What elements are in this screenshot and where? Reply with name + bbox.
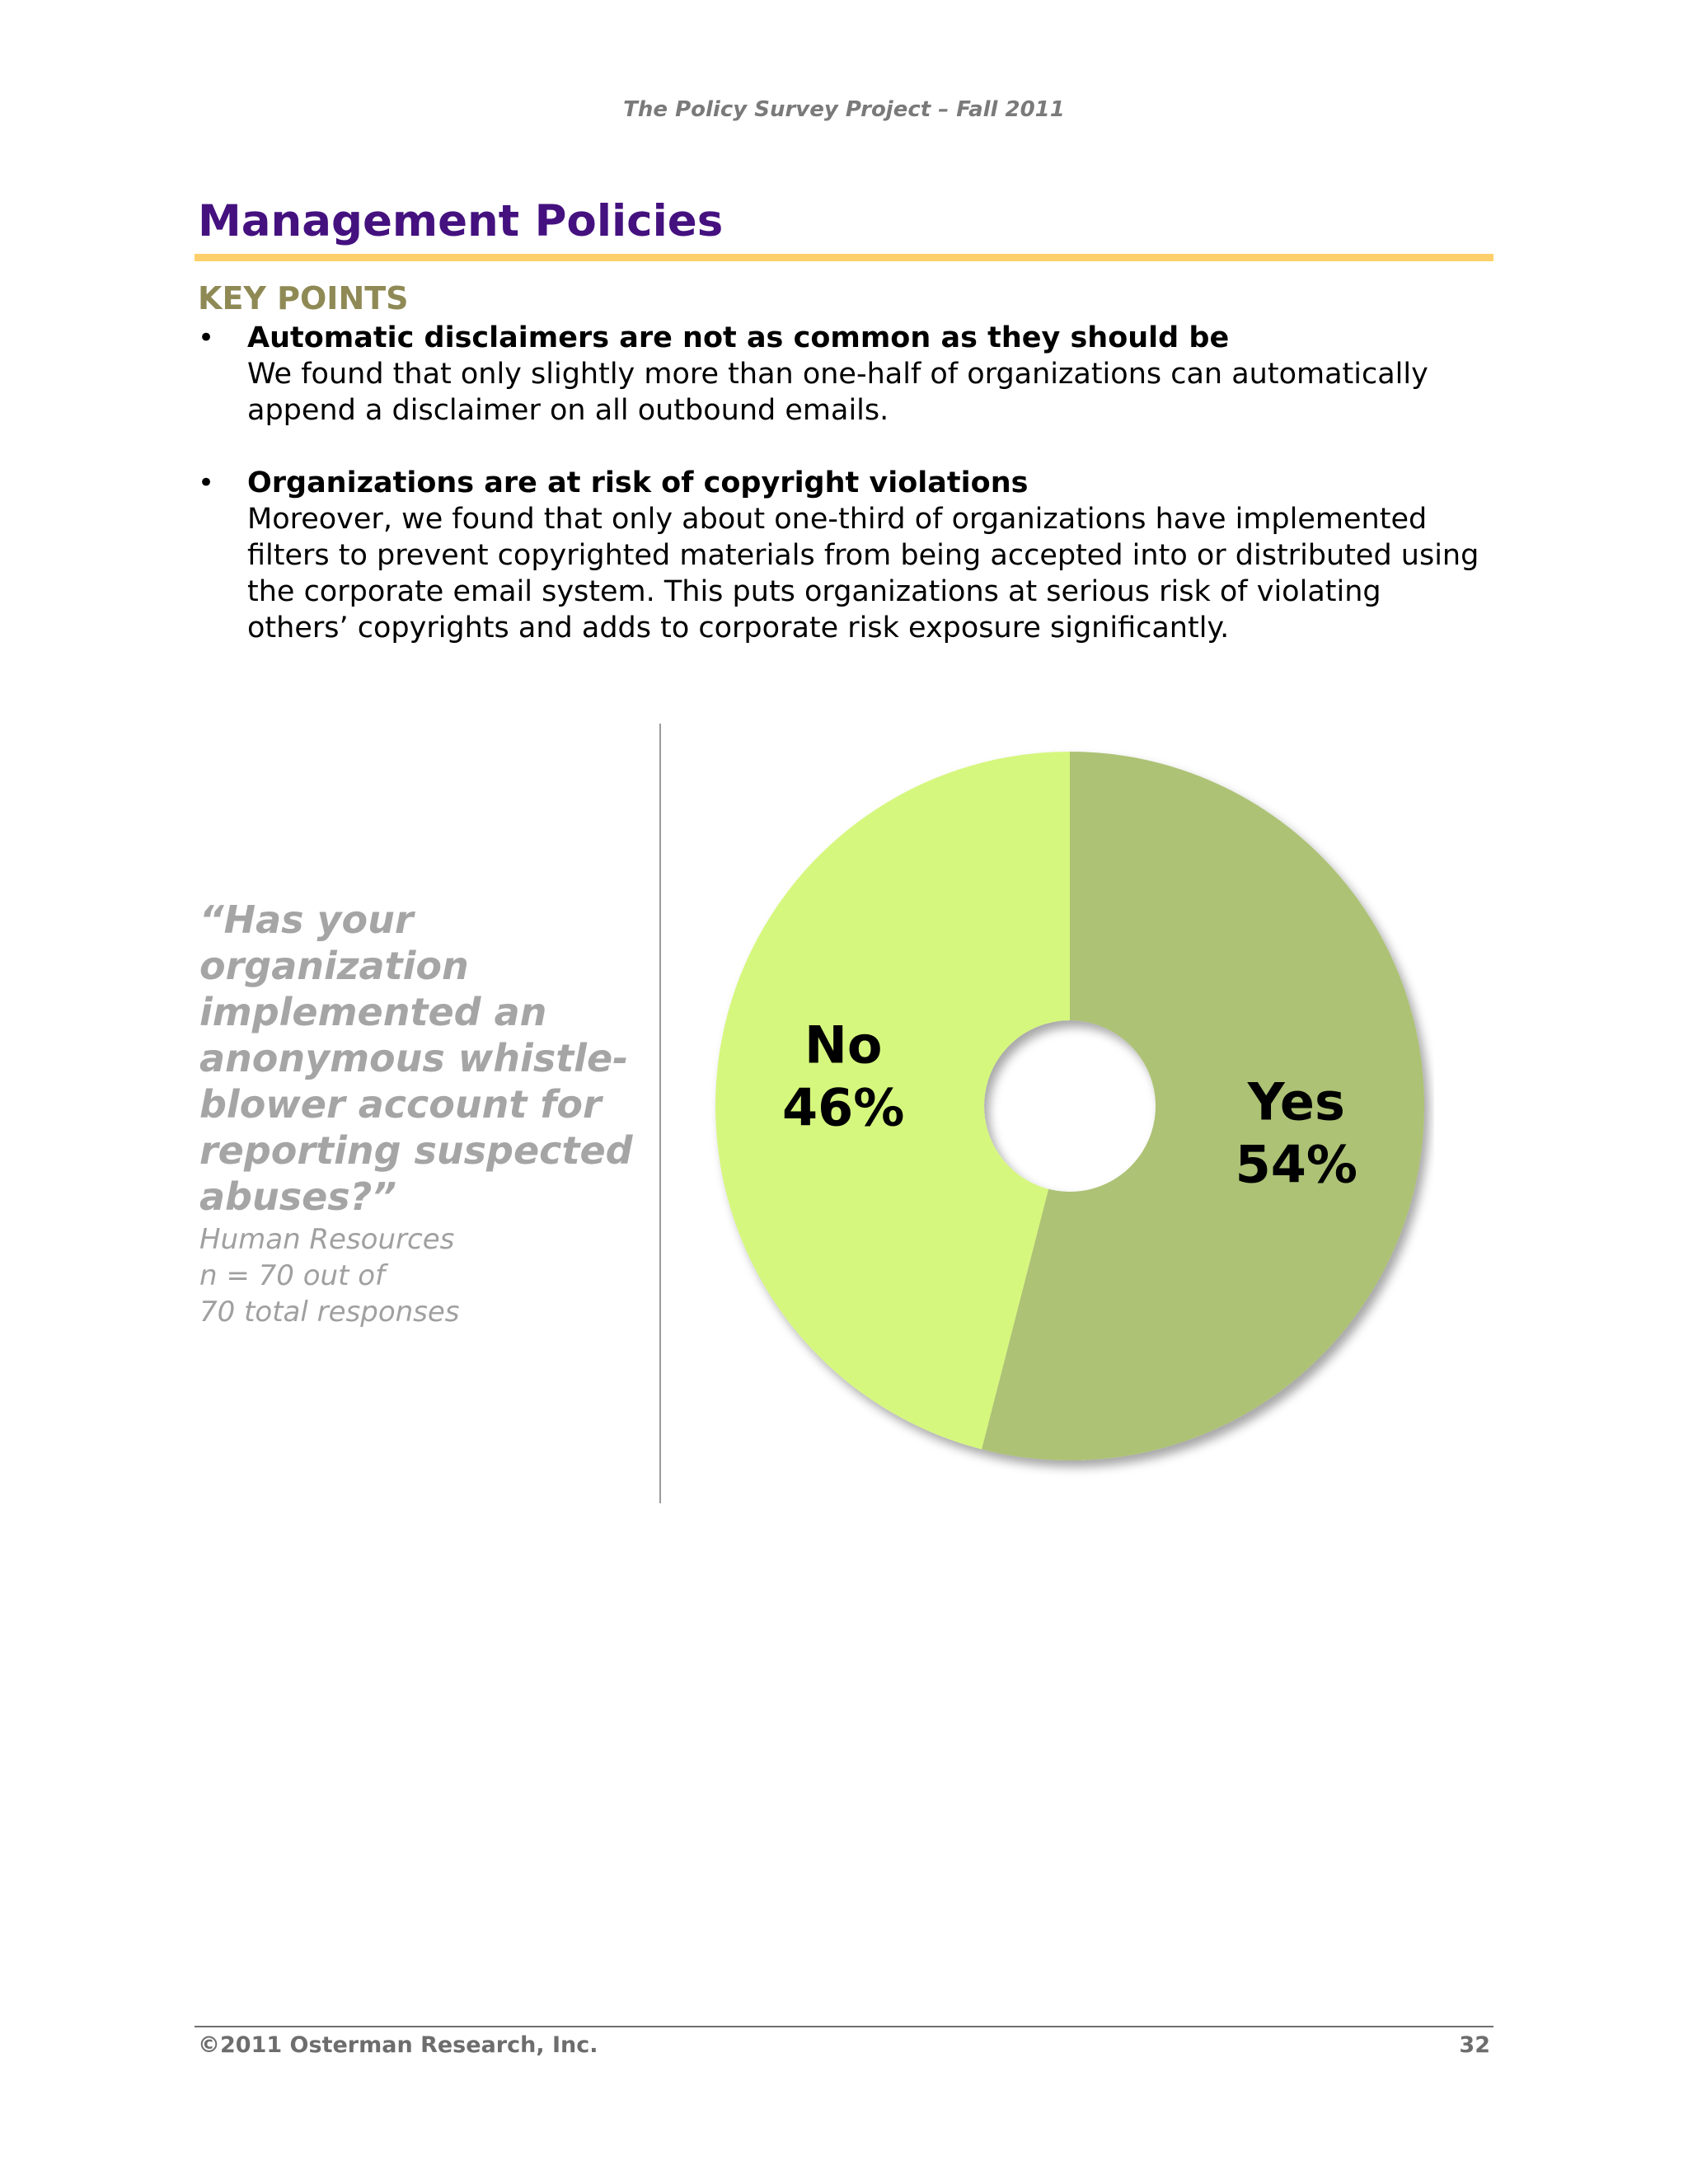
key-points-heading: KEY POINTS bbox=[198, 280, 409, 316]
running-header: The Policy Survey Project – Fall 2011 bbox=[623, 97, 1065, 122]
bullet-icon: • bbox=[198, 321, 215, 354]
survey-source bbox=[199, 1221, 661, 1330]
pie-label-no: No 46% bbox=[781, 1015, 905, 1138]
source-line: 70 total responses bbox=[199, 1296, 460, 1329]
bullet-icon: • bbox=[198, 466, 215, 499]
title-underline bbox=[195, 254, 1493, 261]
footer-rule bbox=[195, 2026, 1493, 2027]
pie-label-yes: Yes 54% bbox=[1235, 1071, 1358, 1195]
source-line: n = 70 out of bbox=[199, 1259, 385, 1292]
vertical-divider bbox=[659, 724, 661, 1503]
source-line: Human Resources bbox=[199, 1223, 455, 1256]
footer-page-number: 32 bbox=[1459, 2032, 1490, 2058]
key-point-headline: Organizations are at risk of copyright violations bbox=[247, 466, 1029, 499]
key-points-list bbox=[198, 320, 1484, 682]
pie-chart bbox=[692, 725, 1434, 1500]
survey-question: “Has your organization implemented an anonymous whistle-blower account for reporting suspected abuses?” bbox=[199, 898, 633, 1219]
key-point-headline: Automatic disclaimers are not as common as they should be bbox=[247, 321, 1230, 354]
key-point-body: Moreover, we found that only about one-third of organizations have implemented filters to prevent copyrighted materials from being accepted into or distributed using the corporate email system. This puts organizations at serious risk of violating others’ copyrights and adds to corporate risk exposure significantly. bbox=[247, 503, 1479, 644]
footer-copyright: ©2011 Osterman Research, Inc. bbox=[198, 2032, 598, 2058]
key-point-body: We found that only slightly more than one-half of organizations can automatically append a disclaimer on all outbound emails. bbox=[247, 358, 1428, 427]
key-point-item bbox=[198, 320, 1484, 429]
key-point-item bbox=[198, 465, 1484, 646]
section-title: Management Policies bbox=[198, 196, 724, 246]
